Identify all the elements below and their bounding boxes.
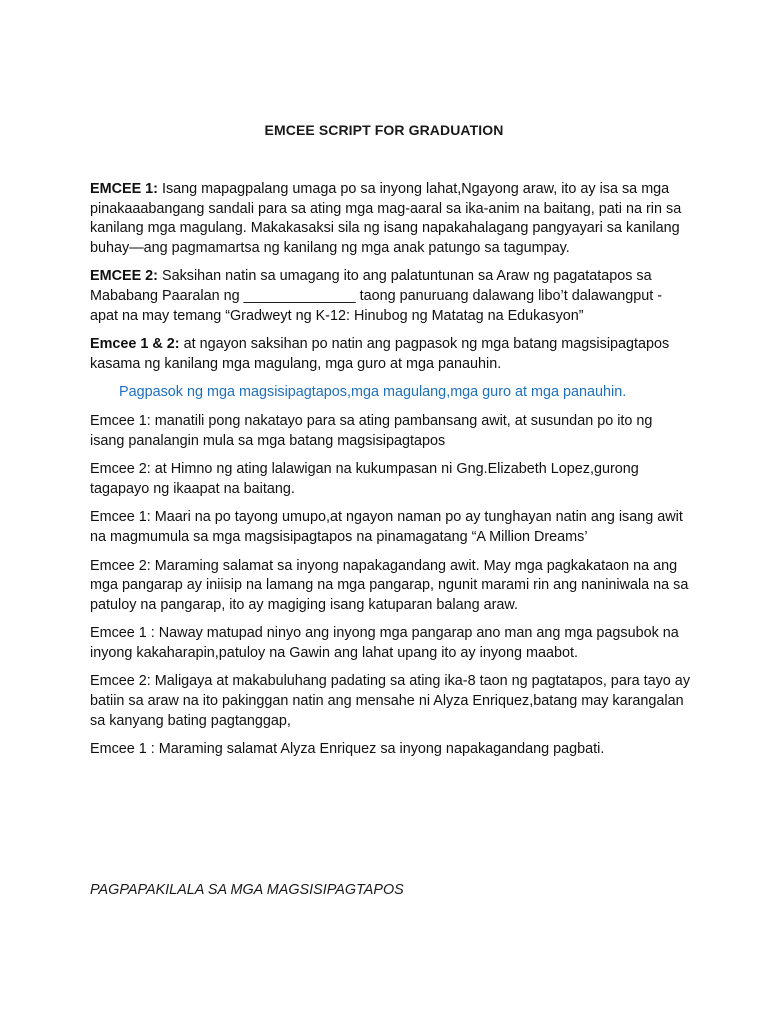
paragraph-text: Isang mapagpalang umaga po sa inyong lahat,Ngayong araw, ito ay isa sa mga pinakaaabangang sandali para sa ating mga mag-aaral sa ika-anim na baitang, pati na rin sa kanilang mga magulang. Makakasaksi sila ng isang napakahalagang pangyayari sa kanilang buhay—ang pagmamartsa ng kanilang ng mga anak patungo sa tagumpay.	[90, 181, 682, 256]
paragraph: Emcee 1 : Naway matupad ninyo ang inyong mga pangarap ano man ang mga pagsubok na inyong kakaharapin,patuloy na Gawin ang lahat upang ito ay inyong maabot.	[90, 625, 679, 661]
paragraph-text: Saksihan natin sa umagang ito ang palatuntunan sa Araw ng pagatatapos sa Mababang Paaralan ng ______________ taong panuruang dalawang libo’t dalawangput -apat na may temang “Gradweyt ng K-12: Hinubog ng Matatag na Edukasyon”	[90, 268, 663, 324]
paragraph-emcee-2	[90, 267, 690, 326]
speaker-label: Emcee 1 & 2:	[90, 336, 180, 353]
paragraph-emcee-1	[90, 180, 690, 258]
speaker-label: EMCEE 2:	[90, 268, 158, 285]
paragraph-text: at ngayon saksihan po natin ang pagpasok ng mga batang magsisipagtapos kasama ng kanilang mga magulang, mga guro at mga panauhin.	[90, 336, 670, 372]
paragraph: Emcee 2: at Himno ng ating lalawigan na kukumpasan ni Gng.Elizabeth Lopez,gurong tagapayo ng ikaapat na baitang.	[90, 461, 639, 497]
paragraph-emcee-1-2	[90, 335, 690, 374]
document-body	[90, 180, 690, 769]
paragraph: Emcee 1: manatili pong nakatayo para sa ating pambansang awit, at susundan po ito ng isang panalangin mula sa mga batang magsisipagtapos	[90, 412, 653, 449]
paragraph: Emcee 1 : Maraming salamat Alyza Enriquez sa inyong napakagandang pagbati.	[90, 741, 605, 758]
paragraph: Emcee 1: Maari na po tayong umupo,at ngayon naman po ay tunghayan natin ang isang awit na magmumula sa mga magsisipagtapos na pinamagatang “A Million Dreams’	[90, 509, 683, 545]
document-title: EMCEE SCRIPT FOR GRADUATION	[264, 122, 504, 138]
stage-direction: Pagpasok ng mga magsisipagtapos,mga magulang,mga guro at mga panauhin.	[119, 384, 627, 401]
speaker-label: EMCEE 1:	[90, 181, 158, 197]
paragraph: Emcee 2: Maligaya at makabuluhang padating sa ating ika-8 taon ng pagtatapos, para tayo ay batiin sa araw na ito pakinggan natin ang mensahe ni Alyza Enriquez,batang may karangalan sa kanyang bating pagtanggap,	[90, 673, 691, 729]
paragraph: Emcee 2: Maraming salamat sa inyong napakagandang awit. May mga pagkakataon na ang mga pangarap ay iniisip na lamang na mga pangarap, ngunit marami rin ang naniniwala na sa patuloy na pangarap, ito ay magiging isang katuparan balang araw.	[90, 557, 689, 613]
section-heading: PAGPAPAKILALA SA MGA MAGSISIPAGTAPOS	[90, 882, 404, 898]
